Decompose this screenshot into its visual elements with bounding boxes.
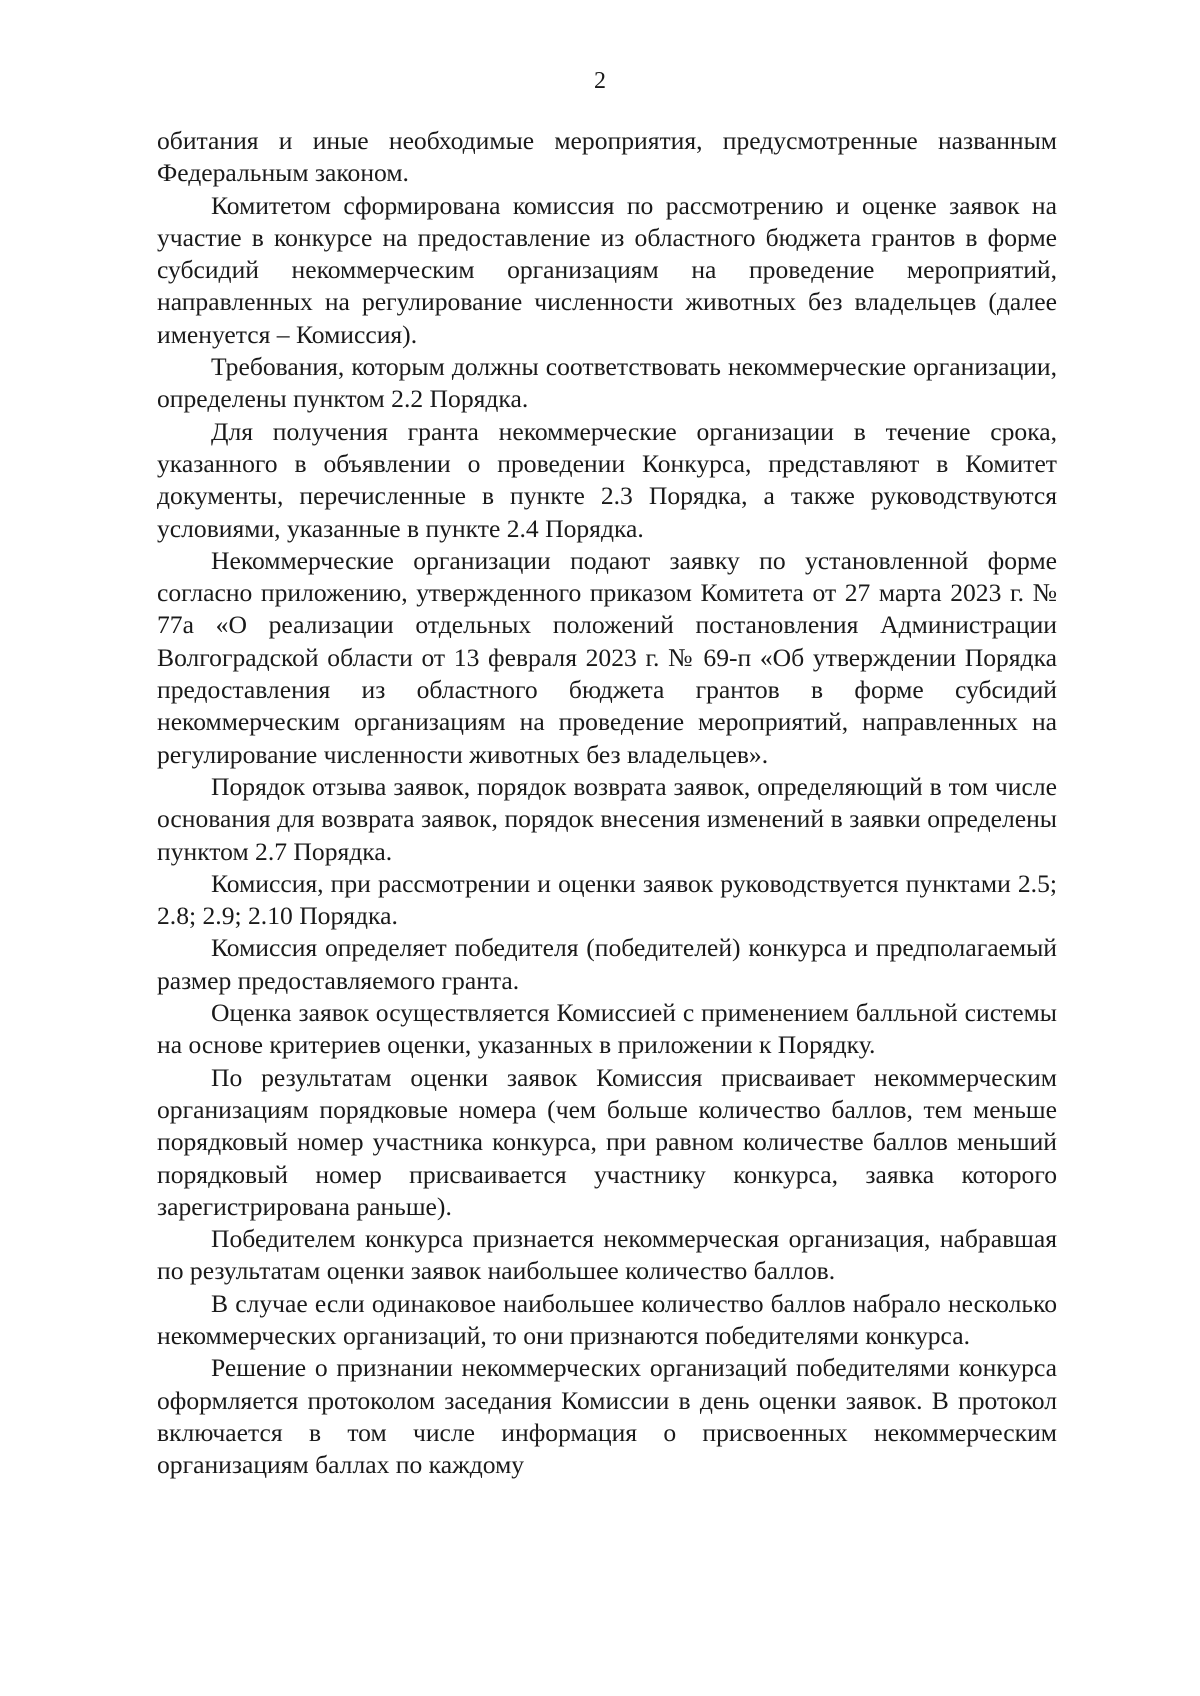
paragraph: Требования, которым должны соответствовать некоммерческие организации, определены пунктом 2.2 Порядка.	[157, 352, 1057, 414]
paragraph: Комитетом сформирована комиссия по рассмотрению и оценке заявок на участие в конкурсе на предоставление из областного бюджета грантов в форме субсидий некоммерческим организациям на проведение мероприятий, направленных на регулирование численности животных без владельцев (далее именуется – Комиссия).	[157, 190, 1057, 349]
paragraph: обитания и иные необходимые мероприятия, предусмотренные названным Федеральным законом.	[157, 126, 1057, 188]
paragraph: Победителем конкурса признается некоммерческая организация, набравшая по результатам оценки заявок наибольшее количество баллов.	[157, 1224, 1057, 1286]
paragraph: Комиссия определяет победителя (победителей) конкурса и предполагаемый размер предоставляемого гранта.	[157, 933, 1057, 995]
paragraph: Оценка заявок осуществляется Комиссией с применением балльной системы на основе критериев оценки, указанных в приложении к Порядку.	[157, 998, 1057, 1060]
paragraph: По результатам оценки заявок Комиссия присваивает некоммерческим организациям порядковые номера (чем больше количество баллов, тем меньше порядковый номер участника конкурса, при равном количестве баллов меньший порядковый номер присваивается участнику конкурса, заявка которого зарегистрирована раньше).	[157, 1062, 1057, 1221]
paragraph: Порядок отзыва заявок, порядок возврата заявок, определяющий в том числе основания для возврата заявок, порядок внесения изменений в заявки определены пунктом 2.7 Порядка.	[157, 771, 1057, 866]
document-body	[157, 125, 1057, 1481]
paragraph: Решение о признании некоммерческих организаций победителями конкурса оформляется протоколом заседания Комиссии в день оценки заявок. В протокол включается в том числе информация о присвоенных некоммерческим организациям баллах по каждому	[157, 1353, 1057, 1480]
paragraph: Комиссия, при рассмотрении и оценки заявок руководствуется пунктами 2.5; 2.8; 2.9; 2.10 Порядка.	[157, 868, 1057, 931]
paragraph: Для получения гранта некоммерческие организации в течение срока, указанного в объявлении о проведении Конкурса, представляют в Комитет документы, перечисленные в пункте 2.3 Порядка, а также руководствуются условиями, указанные в пункте 2.4 Порядка.	[157, 416, 1057, 543]
page-number: 2	[594, 68, 606, 94]
paragraph: Некоммерческие организации подают заявку по установленной форме согласно приложению, утвержденного приказом Комитета от 27 марта 2023 г. № 77а «О реализации отдельных положений постановления Администрации Волгоградской области от 13 февраля 2023 г. № 69-п «Об утверждении Порядка предоставления из областного бюджета грантов в форме субсидий некоммерческим организациям на проведение мероприятий, направленных на регулирование численности животных без владельцев».	[157, 545, 1057, 769]
paragraph: В случае если одинаковое наибольшее количество баллов набрало несколько некоммерческих организаций, то они признаются победителями конкурса.	[157, 1288, 1057, 1350]
